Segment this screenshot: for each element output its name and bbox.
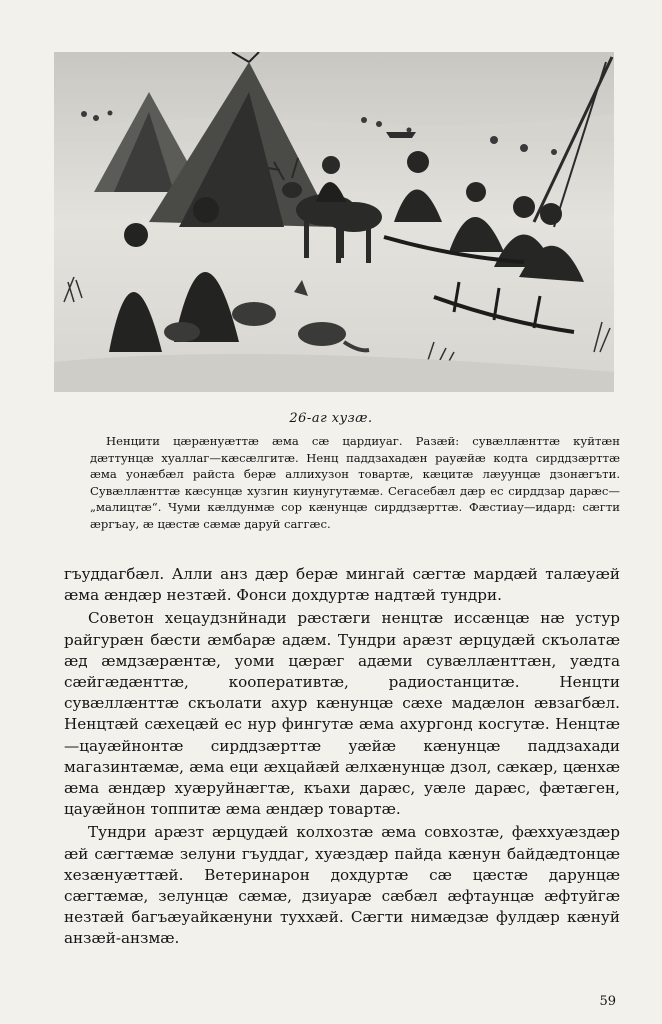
figure-label: 26-аг хузæ. xyxy=(289,411,373,426)
tundra-illustration-drawing xyxy=(54,52,614,392)
paragraph-2: Советон хецаудзнйнади рæстæги ненцтæ иссæнцæ нæ устур райгурæн бæсти æмбарæ адæм. Тундри арæзт æрцудæй скъолатæ æд æмдзæрæнтæ, уоми цæрæг адæми сувæллæнттæн, уæдта сæйгæдæнттæ, кооперативтæ, радиостанцитæ. Ненцти сувæллæнттæ скъолати ахур кæнунцæ сæхе мадæлон æвзагбæл. Ненцтæй сæхецæй ес нур фингутæ æма ахургонд косгутæ. Ненцтæ—цауæйнонтæ сирддзæрттæ уæйæ кæнунцæ паддзахади магазинтæмæ, æма еци æхцайæй æлхæнунцæ дзол, сæкæр, цæнхæ æма æндæр хуæруйнæгтæ, къахи дарæс, уæле дарæс, фæтæген, цауæйнон топпитæ æма æндæр товартæ. xyxy=(64,609,620,819)
tundra-illustration xyxy=(54,52,614,392)
main-text xyxy=(64,564,620,950)
paragraph-1: гъуддагбæл. Алли анз дæр берæ мингай сæгтæ мардæй талæуæй æма æндæр нeзтæй. Фонси дохдуртæ надтæй тундри. xyxy=(64,565,620,605)
figure-caption xyxy=(90,433,620,533)
paragraph-3: Тундри арæзт æрцудæй колхозтæ æма совхозтæ, фæххуæздæр æй сæгтæмæ зелуни гъуддаг, хуæздæр пайда кæнун байдæдтонцæ хезæнуæттæй. Ветеринарон дохдуртæ сæ цæстæ дарунцæ сæгтæмæ, зелунцæ сæмæ, дзиуарæ сæбæл æфтаунцæ æфтуйгæ нeзтæй багъæуайкæнуни туххæй. Сæгти нимæдзæ фулдæр кæнуй анзæй-анзмæ. xyxy=(64,823,620,948)
page-number: 59 xyxy=(599,994,616,1009)
figure-caption-text: Ненцити цæрæнуæттæ æма сæ цардиуаг. Разæй: сувæллæнттæ куйтæн дæттунцæ хуаллаг—кæсæлгитæ. Ненц паддзахадæн рауæйæ кодта сирддзæрттæ æма уонæбæл райста берæ аллихузон товартæ, кæцитæ лæуунцæ дзонæгъти. Сувæллæнттæ кæсунцæ хузгин киунугутæмæ. Сегасебæл дæр ес сирддзар дарæс—„малицтæ“. Чуми кæлдунмæ сор кæнунцæ сирддзæрттæ. Фæстиау—идард: сæгти æргъау, æ цæстæ сæмæ даруй саггæс. xyxy=(90,434,620,531)
